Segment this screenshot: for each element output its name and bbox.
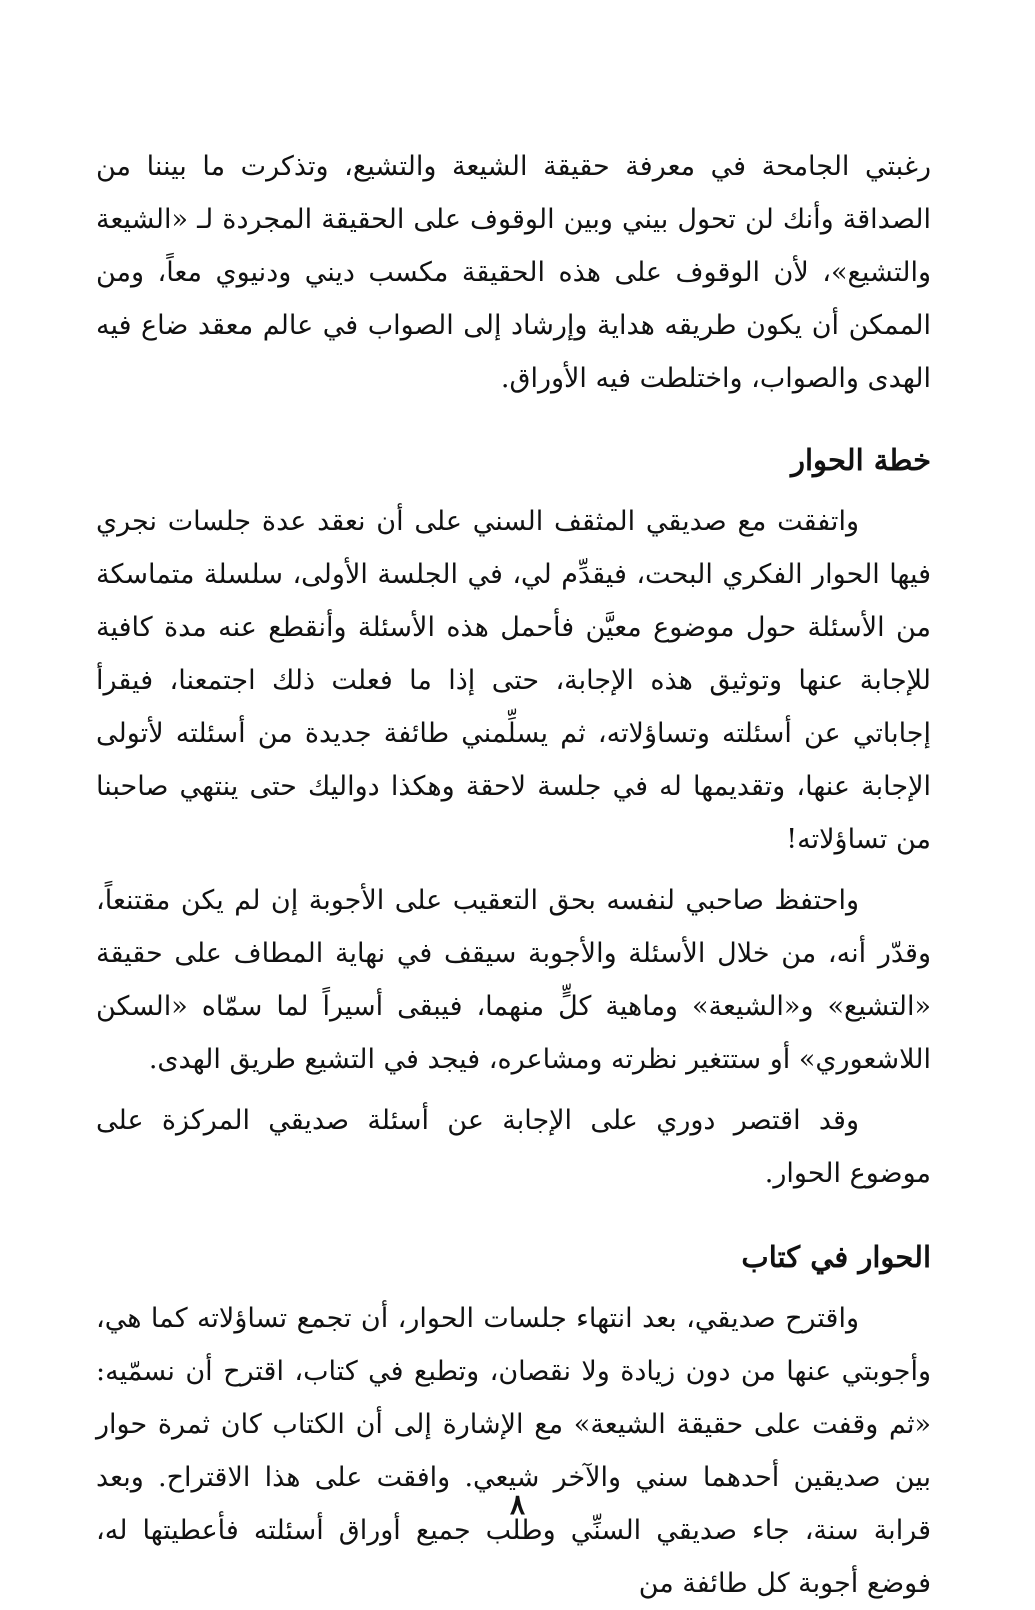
intro-paragraph: رغبتي الجامحة في معرفة حقيقة الشيعة والتشيع، وتذكرت ما بيننا من الصداقة وأنك لن تحول بيني وبين الوقوف على الحقيقة المجردة لـ «الشيعة والتشيع»، لأن الوقوف على هذه الحقيقة مكسب ديني ودنيوي معاً، ومن الممكن أن يكون طريقه هداية وإرشاد إلى الصواب في عالم معقد ضاع فيه الهدى والصواب، واختلطت فيه الأوراق. — [96, 151, 931, 394]
book-paragraph-1: واقترح صديقي، بعد انتهاء جلسات الحوار، أن تجمع تساؤلاته كما هي، وأجوبتي عنها من دون زيادة ولا نقصان، وتطبع في كتاب، اقترح أن نسمّيه: «ثم وقفت على حقيقة الشيعة» مع الإشارة إلى أن الكتاب كان ثمرة حوار بين صديقين أحدهما سني والآخر شيعي. وافقت على هذا الاقتراح. وبعد قرابة سنة، جاء صديقي السنِّي وطلب جميع أوراق أسئلته فأعطيتها له، فوضع أجوبة كل طائفة من — [96, 1303, 931, 1599]
section-heading-plan: خطة الحوار — [790, 443, 931, 477]
section-heading-book: الحوار في كتاب — [741, 1240, 931, 1274]
page-number: ٨ — [509, 1488, 526, 1521]
plan-paragraph-1: واتفقت مع صديقي المثقف السني على أن نعقد عدة جلسات نجري فيها الحوار الفكري البحت، فيقدِّم لي، في الجلسة الأولى، سلسلة متماسكة من الأسئلة حول موضوع معيَّن فأحمل هذه الأسئلة وأنقطع عنه مدة كافية للإجابة عنها وتوثيق هذه الإجابة، حتى إذا ما فعلت ذلك اجتمعنا، فيقرأ إجاباتي عن أسئلته وتساؤلاته، ثم يسلِّمني طائفة جديدة من أسئلته لأتولى الإجابة عنها، وتقديمها له في جلسة لاحقة وهكذا دواليك حتى ينتهي صاحبنا من تساؤلاته! — [96, 506, 931, 855]
page-body — [96, 140, 931, 1610]
plan-paragraph-2: واحتفظ صاحبي لنفسه بحق التعقيب على الأجوبة إن لم يكن مقتنعاً، وقدّر أنه، من خلال الأسئلة والأجوبة سيقف في نهاية المطاف على حقيقة «التشيع» و«الشيعة» وماهية كلٍّ منهما، فيبقى أسيراً لما سمّاه «السكن اللاشعوري» أو ستتغير نظرته ومشاعره، فيجد في التشيع طريق الهدى. — [96, 885, 931, 1075]
plan-paragraph-3: وقد اقتصر دوري على الإجابة عن أسئلة صديقي المركزة على موضوع الحوار. — [96, 1105, 931, 1189]
